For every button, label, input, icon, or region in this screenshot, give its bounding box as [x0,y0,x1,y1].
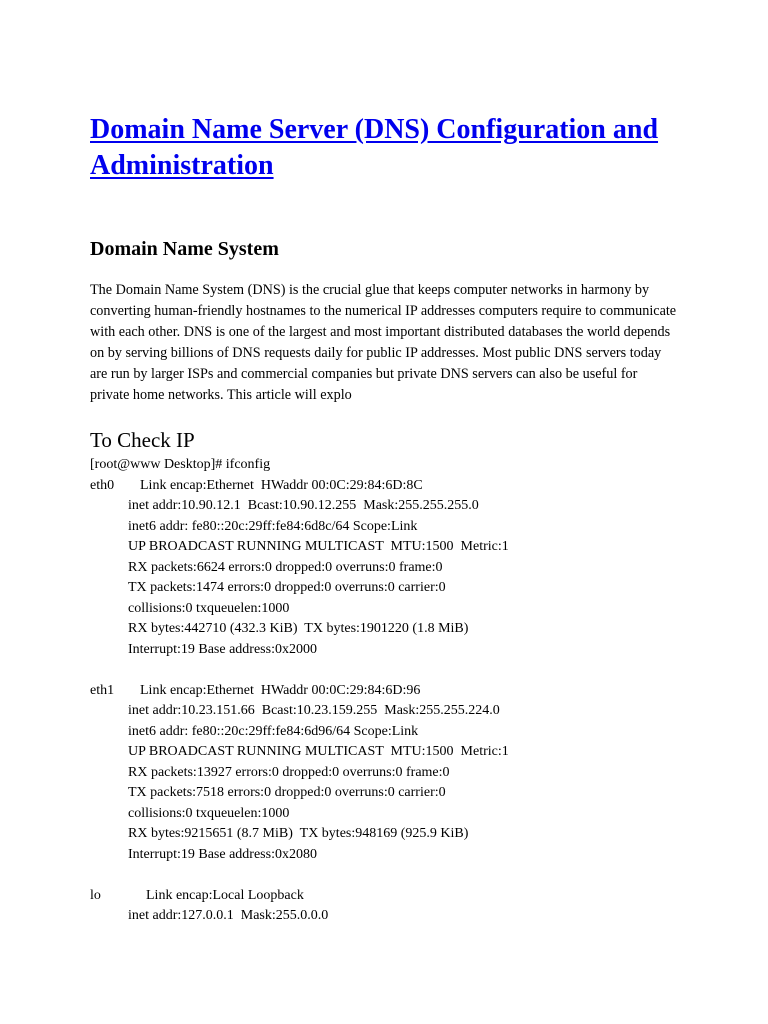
interface-detail-line: TX packets:1474 errors:0 dropped:0 overruns:0 carrier:0 [128,580,446,595]
interface-name: eth0 [90,477,115,493]
interface-header-eth0 [90,476,690,497]
blank-line [90,660,690,681]
interface-detail-line: UP BROADCAST RUNNING MULTICAST MTU:1500 Metric:1 [128,539,509,554]
interface-detail-line: inet addr:10.23.151.66 Bcast:10.23.159.255 Mask:255.255.224.0 [128,703,500,718]
interface-detail-line: RX packets:6624 errors:0 dropped:0 overruns:0 frame:0 [128,559,443,575]
document-title-link[interactable]: Domain Name Server (DNS) Configuration and Administration [90,114,659,181]
interface-link: Link encap:Local Loopback [146,887,304,903]
intro-paragraph: The Domain Name System (DNS) is the crucial glue that keeps computer networks in harmony by converting human-friendly hostnames to the numerical IP addresses computers require to communicate with each other. DNS is one of the largest and most important distributed databases the world depends on by serving billions of DNS requests daily for public IP addresses. Most public DNS servers today are run by larger ISPs and commercial companies but private DNS servers can also be useful for private home networks. This article will explo [90,282,677,403]
interface-link: Link encap:Ethernet HWaddr 00:0C:29:84:6D:96 [140,682,421,698]
interface-detail-line: RX packets:13927 errors:0 dropped:0 overruns:0 frame:0 [128,764,450,780]
interface-name: eth1 [90,682,115,698]
interface-detail-line: Interrupt:19 Base address:0x2000 [128,641,317,657]
interface-header-eth1 [90,681,690,702]
section-heading: Domain Name System [90,238,279,260]
interface-detail-line: inet6 addr: fe80::20c:29ff:fe84:6d96/64 Scope:Link [128,723,419,739]
check-ip-heading: To Check IP [90,428,195,452]
interface-detail-line: collisions:0 txqueuelen:1000 [128,805,290,821]
interface-name: lo [90,887,101,903]
interface-detail-line: RX bytes:9215651 (8.7 MiB) TX bytes:948169 (925.9 KiB) [128,826,469,841]
interface-detail-line: collisions:0 txqueuelen:1000 [128,600,290,616]
interface-detail-line: RX bytes:442710 (432.3 KiB) TX bytes:1901220 (1.8 MiB) [128,621,469,636]
interface-detail-line: TX packets:7518 errors:0 dropped:0 overruns:0 carrier:0 [128,785,446,800]
interface-detail-line: Interrupt:19 Base address:0x2080 [128,846,317,862]
ifconfig-output [90,455,690,927]
interface-header-lo [90,886,690,907]
interface-detail-line: inet addr:127.0.0.1 Mask:255.0.0.0 [128,908,329,923]
interface-detail-line: inet6 addr: fe80::20c:29ff:fe84:6d8c/64 Scope:Link [128,518,418,534]
interface-detail-line: inet addr:10.90.12.1 Bcast:10.90.12.255 Mask:255.255.255.0 [128,498,479,513]
interface-detail-line: UP BROADCAST RUNNING MULTICAST MTU:1500 Metric:1 [128,744,509,759]
blank-line [90,865,690,886]
interface-link: Link encap:Ethernet HWaddr 00:0C:29:84:6D:8C [140,477,423,493]
command-line: [root@www Desktop]# ifconfig [90,457,271,472]
